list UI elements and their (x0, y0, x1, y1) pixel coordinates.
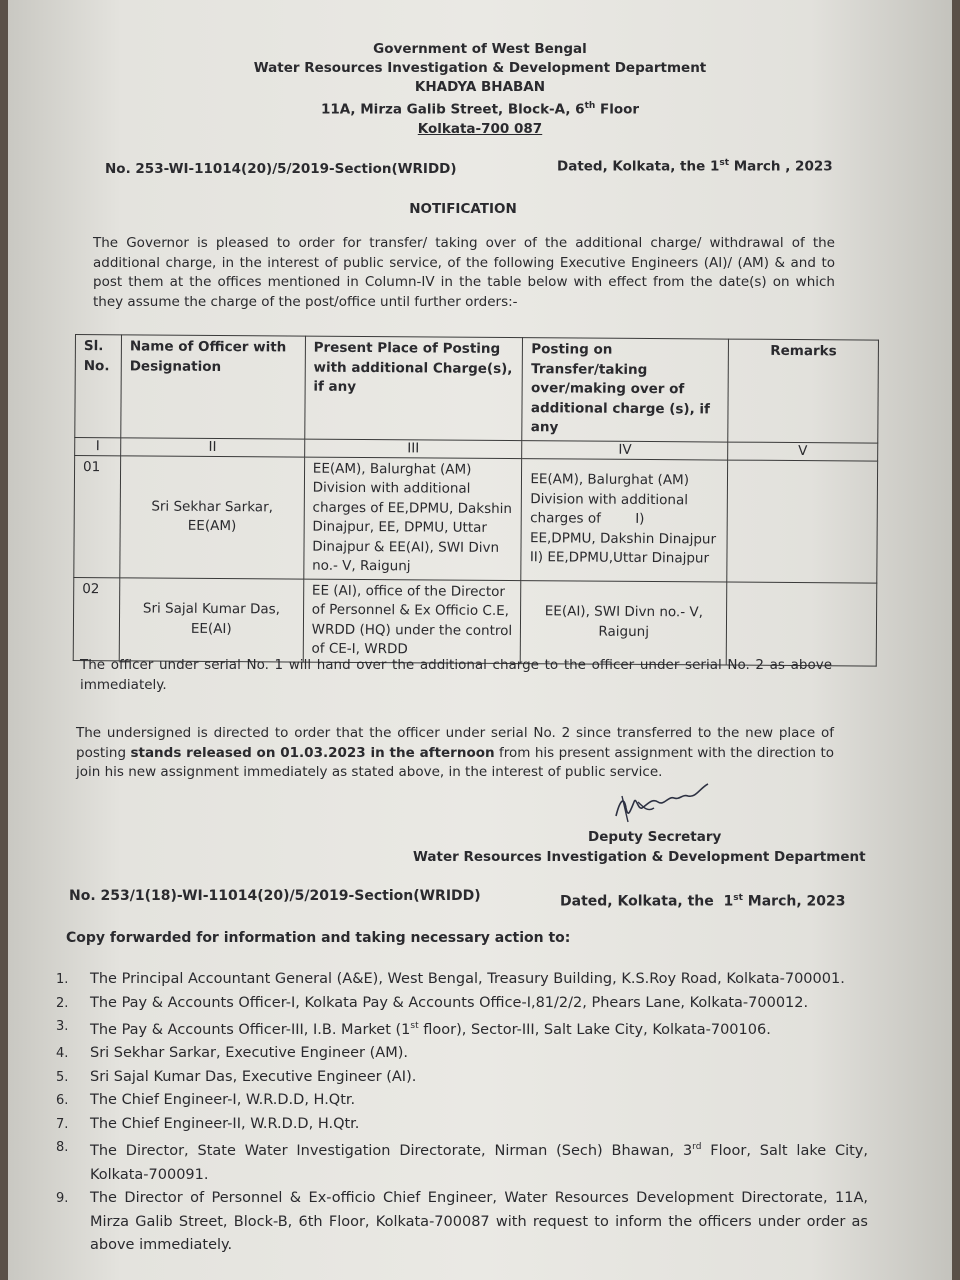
list-item (48, 1136, 868, 1187)
list-number: 9. (56, 1191, 69, 1207)
table-row (74, 455, 878, 583)
list-sup: rd (692, 1142, 702, 1153)
list-number: 6. (56, 1093, 69, 1109)
address-floor: Floor (595, 101, 640, 118)
department-name: Water Resources Investigation & Development Department (253, 60, 707, 76)
address-text: 11A, Mirza Galib Street, Block-A, 6 (320, 101, 585, 118)
list-number: 1. (56, 972, 69, 987)
list-text: The Chief Engineer-II, W.R.D.D, H.Qtr. (90, 1115, 360, 1132)
list-text-cont: floor), Sector-III, Salt Lake City, Kolkata-700106. (418, 1021, 771, 1038)
signature-mark (608, 778, 718, 828)
copy-heading: Copy forwarded for information and taking necessary action to: (66, 930, 571, 946)
table-header-row (75, 335, 879, 443)
building-name: KHADYA BHABAN (414, 79, 546, 95)
list-text: The Chief Engineer-I, W.R.D.D, H.Qtr. (90, 1092, 356, 1109)
copy-recipient-list (48, 968, 868, 1258)
orders-table (73, 334, 879, 666)
list-number: 8. (56, 1140, 69, 1156)
list-item (48, 992, 868, 1016)
release-date-bold: stands released on 01.03.2023 in the afternoon (130, 744, 495, 761)
address-line (8, 97, 952, 120)
list-text: The Director, State Water Investigation Directorate, Nirman (Sech) Bhawan, 3 (90, 1143, 693, 1160)
address-sup: th (584, 101, 596, 111)
list-item (48, 1113, 868, 1137)
list-text: Sri Sajal Kumar Das, Executive Engineer (AI). (90, 1068, 417, 1085)
handover-paragraph: The officer under serial No. 1 will hand over the additional charge to the officer under serial No. 2 as above immediately. (80, 657, 832, 693)
release-text-1: The undersigned is directed to order that the officer under serial No. 2 since transferred to the new place of posting (76, 725, 834, 761)
row-present-posting: EE(AM), Balurghat (AM) Division with additional charges of EE,DPMU, Dakshin Dinajpur, EE, DPMU, Uttar Dinajpur & EE(AI), SWI Divn no.- V, Raigunj (304, 457, 522, 581)
header-new-posting: Posting on Transfer/taking over/making over of additional charge (s), if any (522, 338, 728, 442)
list-sup: st (410, 1021, 419, 1031)
row-new-posting: EE(AI), SWI Divn no.- V, Raigunj (521, 580, 727, 664)
city-pin: Kolkata-700 087 (417, 120, 543, 137)
signatory-title: Deputy Secretary (588, 829, 722, 845)
signature (608, 778, 718, 832)
list-number: 4. (56, 1046, 69, 1062)
list-text: The Director of Personnel & Ex-officio Chief Engineer, Water Resources Development Directorate, 11A, Mirza Galib Street, Block-B, 6th Floor, Kolkata-700087 with request to inform the officers under order as above immediately. (90, 1190, 868, 1254)
row-present-posting: EE (AI), office of the Director of Personnel & Ex Officio C.E, WRDD (HQ) under the control of CE-I, WRDD (303, 579, 521, 664)
list-text-cont: Floor, Salt lake City, Kolkata-700091. (90, 1143, 868, 1183)
header-remarks: Remarks (728, 339, 879, 443)
list-number: 7. (56, 1116, 69, 1132)
header-sl-no: Sl. No. (75, 335, 122, 438)
list-item (48, 1089, 868, 1113)
row-sl: 01 (74, 455, 121, 577)
memo-date (557, 154, 833, 177)
letterhead (8, 40, 952, 139)
list-item (48, 1187, 868, 1258)
intro-paragraph: The Governor is pleased to order for transfer/ taking over of the additional charge/ withdrawal of the additional charge, in the interest of public service, of the following Executive Engineers (AI)/ (AM) & and to post them at the offices mentioned in Column-IV in the table below with effect from the date(s) on which they assume the charge of the post/office until further orders:- (93, 235, 835, 310)
copy-date-month: March, 2023 (742, 893, 846, 910)
row-sl: 02 (73, 577, 120, 660)
copy-memo-number: No. 253/1(18)-WI-11014(20)/5/2019-Section(WRIDD) (69, 888, 481, 904)
roman-3: III (304, 439, 522, 459)
posting-line-a: EE(AM), Balurghat (AM) Division with additional charges of I) (530, 471, 694, 528)
notification-title: NOTIFICATION (409, 201, 517, 217)
list-item (48, 1066, 868, 1090)
document-page (8, 0, 952, 1280)
row-officer: Sri Sekhar Sarkar, EE(AM) (120, 455, 305, 578)
list-text: The Principal Accountant General (A&E), West Bengal, Treasury Building, K.S.Roy Road, Kolkata-700001. (90, 971, 845, 987)
roman-5: V (728, 442, 878, 461)
table-row (73, 577, 877, 666)
row-officer: Sri Sajal Kumar Das, EE(AI) (119, 577, 303, 661)
row-new-posting (521, 458, 728, 581)
posting-line-b: EE,DPMU, Dakshin Dinajpur (529, 529, 717, 548)
posting-line-c: II) EE,DPMU,Uttar Dinajpur (529, 549, 710, 567)
list-text: The Pay & Accounts Officer-I, Kolkata Pay & Accounts Office-I,81/2/2, Phears Lane, Kolkata-700012. (90, 994, 809, 1011)
list-number: 5. (56, 1069, 69, 1085)
list-number: 2. (56, 995, 69, 1011)
signatory-department: Water Resources Investigation & Development Department (413, 849, 866, 865)
roman-1: I (75, 437, 121, 455)
list-text: The Pay & Accounts Officer-III, I.B. Market (1 (90, 1021, 411, 1038)
list-text: Sri Sekhar Sarkar, Executive Engineer (AM). (90, 1045, 408, 1062)
memo-date-sup: st (719, 158, 730, 168)
govt-name: Government of West Bengal (373, 41, 587, 57)
release-text-2: from his present assignment with the direction to join his new assignment immediately as stated above, in the interest of public service. (76, 744, 834, 780)
list-number: 3. (56, 1019, 69, 1034)
list-item (48, 1015, 868, 1042)
memo-date-month: March , 2023 (729, 158, 833, 175)
memo-number: No. 253-WI-11014(20)/5/2019-Section(WRIDD) (105, 161, 457, 177)
roman-2: II (121, 437, 305, 456)
row-remarks (726, 582, 876, 666)
roman-4: IV (522, 440, 728, 459)
release-paragraph (76, 724, 834, 783)
list-item (48, 968, 868, 992)
header-present-posting: Present Place of Posting with additional Charge(s), if any (305, 336, 523, 440)
memo-date-text: Dated, Kolkata, the 1 (557, 158, 720, 175)
header-officer-name: Name of Officer with Designation (121, 335, 305, 439)
copy-date-sup: st (733, 893, 743, 903)
list-item (48, 1042, 868, 1066)
copy-date-text: Dated, Kolkata, the 1 (560, 893, 734, 910)
row-remarks (727, 460, 878, 583)
copy-memo-date (560, 889, 846, 912)
